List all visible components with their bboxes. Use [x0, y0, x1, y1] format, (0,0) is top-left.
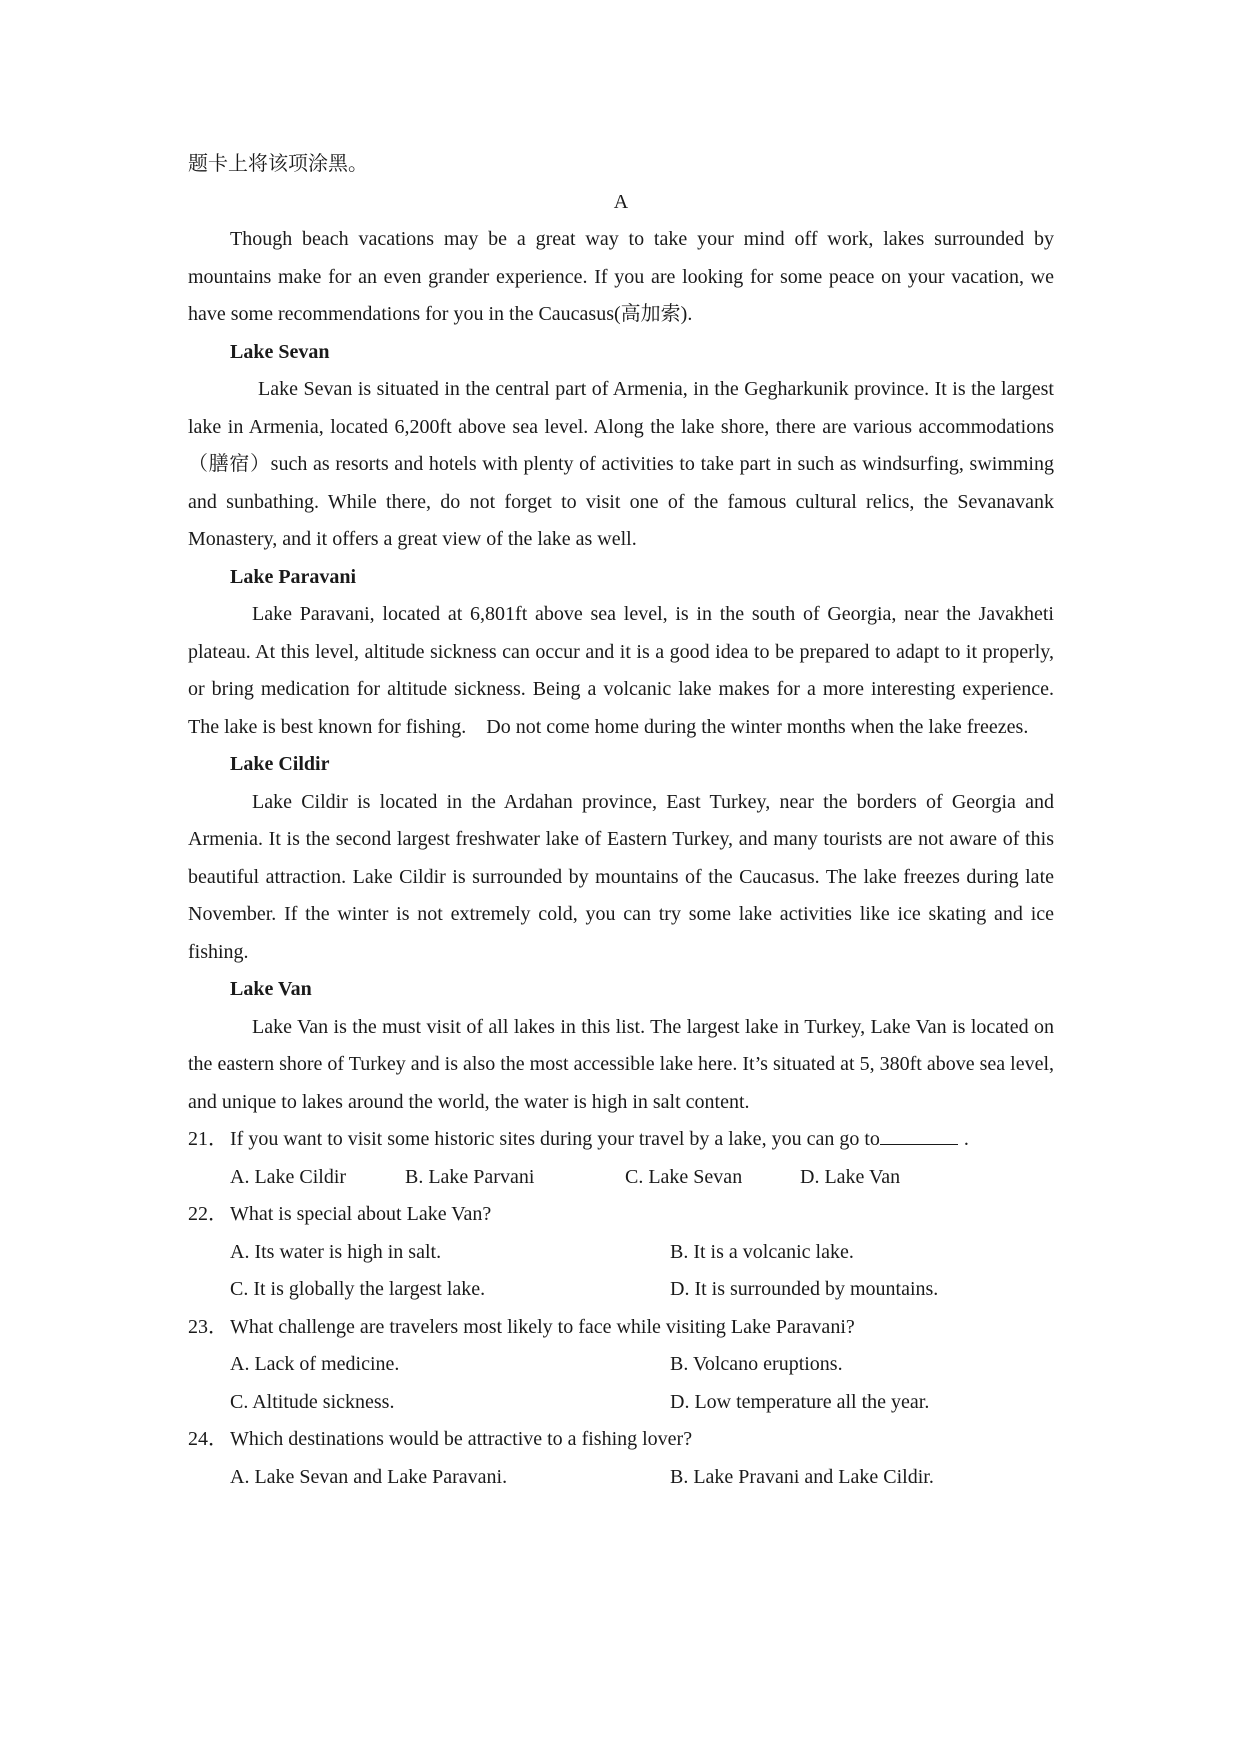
paragraph-lake-sevan: Lake Sevan is situated in the central part of Armenia, in the Gegharkunik province. It is the largest lake in Armenia, located 6,200ft above sea level. Along the lake shore, there are various accommodations（膳宿）such as resorts and hotels with plenty of activities to take part in such as windsurfing, swimming and sunbathing. While there, do not forget to visit one of the famous cultural relics, the Sevanavank Monastery, and it offers a great view of the lake as well. — [188, 378, 1054, 550]
options-22-row1 — [188, 1234, 1054, 1272]
question-number: 22． — [188, 1203, 228, 1225]
option: A. Its water is high in salt. — [230, 1240, 442, 1263]
question-stem: What challenge are travelers most likely to face while visiting Lake Paravani? — [230, 1315, 855, 1338]
paragraph-lake-cildir: Lake Cildir is located in the Ardahan province, East Turkey, near the borders of Georgia and Armenia. It is the second largest freshwater lake of Eastern Turkey, and many tourists are not aware of this beautiful attraction. Lake Cildir is surrounded by mountains of the Caucasus. The lake freezes during late November. If the winter is not extremely cold, you can try some lake activities like ice skating and ice fishing. — [188, 790, 1054, 963]
option: D. It is surrounded by mountains. — [670, 1278, 939, 1300]
option: D. Low temperature all the year. — [670, 1390, 930, 1413]
options-23-row2 — [188, 1384, 1054, 1422]
instruction-tail: 题卡上将该项涂黑。 — [188, 153, 368, 175]
option: C. Altitude sickness. — [230, 1390, 395, 1413]
question-stem — [230, 1121, 969, 1159]
question-number: 23． — [188, 1315, 228, 1338]
heading-lake-van: Lake Van — [230, 978, 312, 1000]
options-21 — [188, 1159, 1054, 1197]
question-stem-end: . — [963, 1128, 969, 1150]
paragraph-lake-van: Lake Van is the must visit of all lakes in this list. The largest lake in Turkey, Lake Van is located on the eastern shore of Turkey and is also the most accessible lake here. It’s situated at 5, 380ft above sea level, and unique to lakes around the world, the water is high in salt content. — [188, 1015, 1054, 1113]
question-stem: Which destinations would be attractive to a fishing lover? — [230, 1428, 693, 1450]
option: A. Lake Cildir — [230, 1165, 347, 1188]
answer-blank — [880, 1122, 958, 1145]
question-stem: What is special about Lake Van? — [230, 1203, 492, 1225]
option: C. Lake Sevan — [625, 1165, 743, 1188]
option: A. Lack of medicine. — [230, 1353, 400, 1375]
question-23 — [188, 1309, 1054, 1347]
paragraph-lake-paravani: Lake Paravani, located at 6,801ft above sea level, is in the south of Georgia, near the Javakheti plateau. At this level, altitude sickness can occur and it is a good idea to be prepared to adapt to it properly, or bring medication for altitude sickness. Being a volcanic lake makes for a more interesting experience. The lake is best known for fishing. Do not come home during the winter months when the lake freezes. — [188, 603, 1059, 738]
exam-page — [188, 146, 1059, 1496]
question-22 — [188, 1196, 1054, 1234]
question-stem-text: If you want to visit some historic sites during your travel by a lake, you can go to — [230, 1128, 880, 1150]
option: C. It is globally the largest lake. — [230, 1278, 486, 1300]
heading-lake-paravani: Lake Paravani — [230, 565, 357, 588]
option: D. Lake Van — [800, 1165, 901, 1188]
options-24-row1 — [188, 1459, 1054, 1497]
option: B. Lake Pravani and Lake Cildir. — [670, 1465, 934, 1488]
heading-lake-sevan: Lake Sevan — [230, 340, 330, 363]
option: B. It is a volcanic lake. — [670, 1240, 854, 1263]
options-22-row2 — [188, 1271, 1054, 1309]
section-letter: A — [613, 190, 629, 213]
question-21 — [188, 1121, 1054, 1159]
question-number: 24． — [188, 1428, 228, 1450]
passage-intro: Though beach vacations may be a great way to take your mind off work, lakes surrounded by mountains make for an even grander experience. If you are looking for some peace on your vacation, we have some recommendations for you in the Caucasus(高加索). — [188, 228, 1054, 325]
option: B. Lake Parvani — [405, 1165, 535, 1188]
option: A. Lake Sevan and Lake Paravani. — [230, 1465, 508, 1488]
option: B. Volcano eruptions. — [670, 1353, 843, 1375]
options-23-row1 — [188, 1346, 1054, 1384]
heading-lake-cildir: Lake Cildir — [230, 753, 330, 775]
question-24 — [188, 1421, 1054, 1459]
question-number: 21． — [188, 1128, 228, 1150]
